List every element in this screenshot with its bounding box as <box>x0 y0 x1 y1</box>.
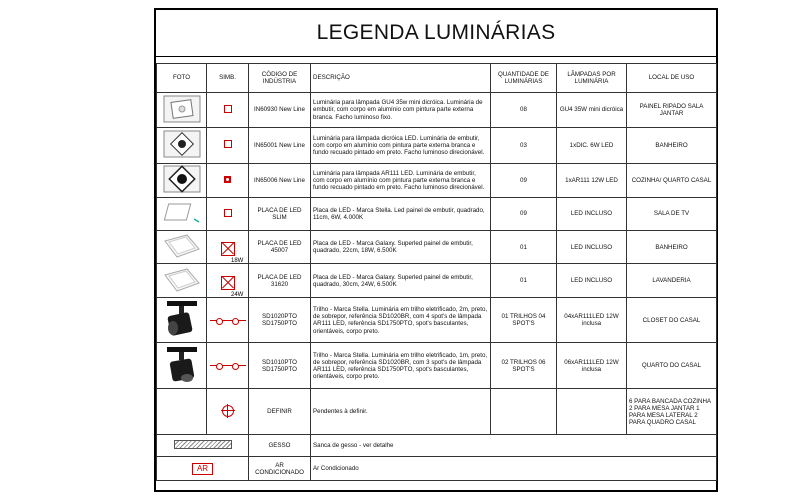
track-symbol-icon <box>210 320 246 321</box>
pendant-symbol-icon <box>222 405 234 417</box>
descricao-cell: Placa de LED - Marca Galaxy. Superled painel de embutir, quadrado, 30cm, 24W, 6.500K <box>311 264 491 298</box>
codigo-cell: IN60930 New Line <box>249 93 311 128</box>
table-row <box>157 231 717 264</box>
track-spot-photo-icon <box>161 344 203 386</box>
photo-cell <box>157 231 207 264</box>
local-cell: SALA DE TV <box>627 198 717 231</box>
codigo-cell: DEFINIR <box>249 389 311 435</box>
lampadas-cell: GU4 35W mini dicróica <box>557 93 627 128</box>
header-foto: FOTO <box>157 64 207 93</box>
table-row <box>157 164 717 198</box>
quantidade-cell: 08 <box>491 93 557 128</box>
photo-cell <box>157 389 207 435</box>
downlight-symbol-icon <box>224 105 232 113</box>
ar-symbol-icon: AR <box>192 463 213 474</box>
local-cell: COZINHA/ QUARTO CASAL <box>627 164 717 198</box>
codigo-cell: AR CONDICIONADO <box>249 457 311 481</box>
table-row <box>157 198 717 231</box>
track-spot-photo-icon <box>161 298 203 340</box>
header-descricao: DESCRIÇÃO <box>311 64 491 93</box>
descricao-cell: Trilho - Marca Stella. Luminária em trilho eletrificado, 2m, preto, de sobrepor, referência SD1020BR, com 4 spot's de lâmpada AR111 LED, referência SD1750PTO, spot's basculantes, orientáveis, corpo preto. <box>311 298 491 343</box>
table-row <box>157 264 717 298</box>
symbol-cell <box>207 128 249 164</box>
symbol-watt-label: 24W <box>231 291 244 298</box>
photo-cell <box>157 264 207 298</box>
descricao-cell: Luminária para lâmpada GU4 35w mini dicróica. Luminária de embutir, com corpo em alumínio com pintura parte externa branca. Facho luminoso fixo. <box>311 93 491 128</box>
table-row <box>157 457 717 481</box>
header-quantidade: QUANTIDADE DE LUMINÁRIAS <box>491 64 557 93</box>
codigo-cell: SD1010PTO SD1750PTO <box>249 343 311 389</box>
track-symbol-icon <box>210 365 246 366</box>
quantidade-cell: 01 <box>491 231 557 264</box>
lampadas-cell: LED INCLUSO <box>557 198 627 231</box>
quantidade-cell: 01 <box>491 264 557 298</box>
lampadas-cell <box>557 389 627 435</box>
led-panel-photo-icon <box>161 231 203 261</box>
descricao-cell: Placa de LED - Marca Galaxy. Superled painel de embutir, quadrado, 22cm, 18W, 6.500K <box>311 231 491 264</box>
descricao-cell: Trilho - Marca Stella. Luminária em trilho eletrificado, 1m, preto, de sobrepor, referência SD1020BR, com 3 spot's de lâmpada AR111 LED, referência SD1750PTO, spot's basculantes, orientáveis, corpo preto. <box>311 343 491 389</box>
descricao-cell: Luminária para lâmpada AR111 LED. Luminária de embutir, com corpo em alumínio com pintura parte externa branca e fundo recuado pintado em preto. Facho luminoso direcionável. <box>311 164 491 198</box>
codigo-cell: IN65001 New Line <box>249 128 311 164</box>
descricao-cell: Sanca de gesso - ver detalhe <box>311 435 717 457</box>
table-row <box>157 389 717 435</box>
header-local: LOCAL DE USO <box>627 64 717 93</box>
lampadas-cell: 1xDIC. 6W LED <box>557 128 627 164</box>
spot-symbol-icon <box>224 140 232 148</box>
local-cell: QUARTO DO CASAL <box>627 343 717 389</box>
square-spot-photo-icon <box>162 129 202 159</box>
lampadas-cell: LED INCLUSO <box>557 264 627 298</box>
photo-cell <box>157 343 207 389</box>
gesso-hatch-icon <box>174 440 232 449</box>
ar111-spot-photo-icon <box>162 164 202 194</box>
symbol-watt-label: 18W <box>231 258 244 264</box>
codigo-cell: IN65006 New Line <box>249 164 311 198</box>
slim-panel-symbol-icon <box>224 209 232 217</box>
symbol-cell <box>207 198 249 231</box>
lampadas-cell: 1xAR111 12W LED <box>557 164 627 198</box>
descricao-cell: Placa de LED - Marca Stella. Led painel de embutir, quadrado, 11cm, 6W, 4.000K <box>311 198 491 231</box>
photo-cell <box>157 298 207 343</box>
descricao-cell: Luminária para lâmpada dicróica LED. Luminária de embutir, com corpo em alumínio com pintura parte externa branca e fundo recuado pintado em preto. Facho luminoso direcionável. <box>311 128 491 164</box>
downlight-photo-icon <box>162 94 202 124</box>
photo-cell <box>157 93 207 128</box>
local-cell: BANHEIRO <box>627 128 717 164</box>
ar-symbol-cell <box>157 457 249 481</box>
photo-cell <box>157 164 207 198</box>
lampadas-cell: LED INCLUSO <box>557 231 627 264</box>
local-cell: CLOSET DO CASAL <box>627 298 717 343</box>
local-cell: BANHEIRO <box>627 231 717 264</box>
symbol-cell <box>207 389 249 435</box>
table-row <box>157 93 717 128</box>
quantidade-cell: 02 TRILHOS 06 SPOT'S <box>491 343 557 389</box>
legend-table <box>156 63 717 481</box>
page-title: LEGENDA LUMINÁRIAS <box>156 10 716 57</box>
quantidade-cell: 09 <box>491 164 557 198</box>
descricao-cell: Ar Condicionado <box>311 457 717 481</box>
photo-cell <box>157 198 207 231</box>
codigo-cell: PLACA DE LED SLIM <box>249 198 311 231</box>
led-panel-photo-icon <box>161 265 203 295</box>
photo-cell <box>157 128 207 164</box>
local-cell: LAVANDERIA <box>627 264 717 298</box>
gesso-symbol-cell <box>157 435 249 457</box>
symbol-cell <box>207 93 249 128</box>
header-codigo: CÓDIGO DE INDÚSTRIA <box>249 64 311 93</box>
symbol-cell <box>207 231 249 264</box>
lampadas-cell: 06xAR111LED 12W inclusa <box>557 343 627 389</box>
table-row <box>157 298 717 343</box>
header-simb: SIMB. <box>207 64 249 93</box>
codigo-cell: PLACA DE LED 31620 <box>249 264 311 298</box>
lampadas-cell: 04xAR111LED 12W inclusa <box>557 298 627 343</box>
codigo-cell: SD1020PTO SD1750PTO <box>249 298 311 343</box>
panel-24w-symbol-icon <box>221 276 235 290</box>
table-header-row <box>157 64 717 93</box>
descricao-cell: Pendentes à definir. <box>311 389 491 435</box>
local-cell: PAINEL RIPADO SALA JANTAR <box>627 93 717 128</box>
local-cell: 6 PARA BANCADA COZINHA 2 PARA MESA JANTAR 1 PARA MESA LATERAL 2 PARA QUADRO CASAL <box>627 389 717 435</box>
table-row <box>157 343 717 389</box>
codigo-cell: PLACA DE LED 45007 <box>249 231 311 264</box>
symbol-cell <box>207 264 249 298</box>
slim-panel-photo-icon <box>162 199 202 227</box>
quantidade-cell <box>491 389 557 435</box>
quantidade-cell: 09 <box>491 198 557 231</box>
table-row <box>157 435 717 457</box>
quantidade-cell: 03 <box>491 128 557 164</box>
symbol-cell <box>207 164 249 198</box>
codigo-cell: GESSO <box>249 435 311 457</box>
panel-18w-symbol-icon <box>221 242 235 256</box>
symbol-cell <box>207 343 249 389</box>
quantidade-cell: 01 TRILHOS 04 SPOT'S <box>491 298 557 343</box>
header-lampadas: LÂMPADAS POR LUMINÁRIA <box>557 64 627 93</box>
symbol-cell <box>207 298 249 343</box>
legend-sheet <box>154 8 718 492</box>
ar111-symbol-icon <box>224 176 231 183</box>
table-row <box>157 128 717 164</box>
